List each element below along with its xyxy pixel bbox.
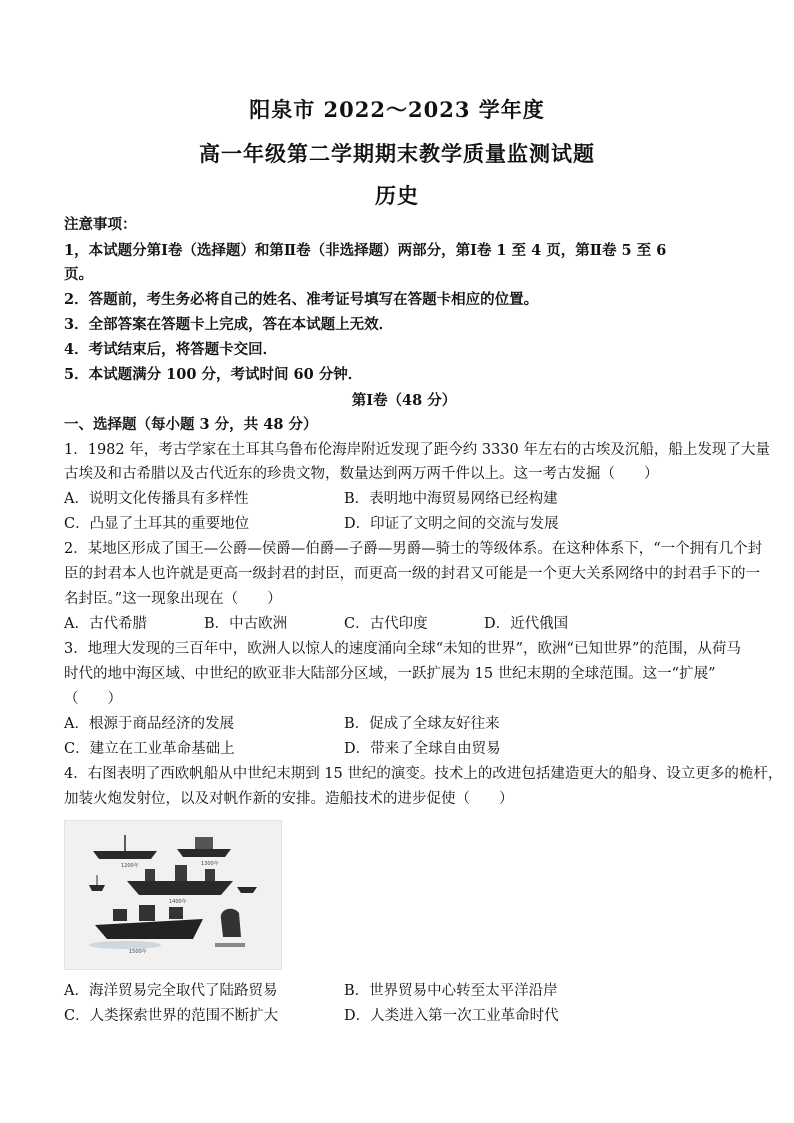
question-4-option-a: A．海洋贸易完全取代了陆路贸易 (64, 983, 278, 999)
question-1-option-d: D．印证了文明之间的交流与发展 (344, 516, 559, 532)
notice-item: 页。 (64, 266, 93, 283)
notice-item: 3．全部答案在答题卡上完成，答在本试题上无效． (64, 316, 394, 333)
question-4-option-d: D．人类进入第一次工业革命时代 (344, 1008, 559, 1024)
question-2-option-d: D．近代俄国 (484, 616, 569, 632)
question-4-option-c: C．人类探索世界的范围不断扩大 (64, 1008, 279, 1024)
question-4-option-b: B．世界贸易中心转至太平洋沿岸 (344, 983, 558, 999)
question-3-option-d: D．带来了全球自由贸易 (344, 741, 501, 757)
notice-item: 4．考试结束后，将答题卡交回． (64, 341, 278, 358)
question-2-line: 2．某地区形成了国王—公爵—侯爵—伯爵—子爵—男爵—骑士的等级体系。在这种体系下，“一个拥有几个封 (64, 541, 763, 557)
notice-heading: 注意事项： (64, 216, 137, 233)
question-2-option-a: A．古代希腊 (64, 616, 147, 632)
figure-label-1200: 1200年 (121, 863, 139, 869)
figure-label-1400: 1400年 (169, 899, 187, 905)
question-1-option-c: C．凸显了土耳其的重要地位 (64, 516, 250, 532)
question-3-option-c: C．建立在工业革命基础上 (64, 741, 235, 757)
question-3-line: 时代的地中海区域、中世纪的欧亚非大陆部分区域，一跃扩展为 15 世纪末期的全球范围。这一“扩展” (64, 666, 716, 682)
part-heading: 一、选择题（每小题 3 分，共 48 分） (64, 416, 318, 433)
question-1-option-b: B．表明地中海贸易网络已经构建 (344, 491, 558, 507)
section-title: 第Ⅰ卷（48 分） (351, 392, 457, 409)
sailing-ships-figure (64, 820, 282, 970)
figure-label-1500: 1500年 (129, 949, 147, 955)
exam-title-line1: 阳泉市 2022～2023 学年度 (249, 97, 545, 122)
question-2-line: 名封臣。”这一现象出现在（ ） (64, 591, 282, 607)
question-2-option-c: C．古代印度 (344, 616, 428, 632)
question-3-option-b: B．促成了全球友好往来 (344, 716, 500, 732)
question-2-option-b: B．中古欧洲 (204, 616, 288, 632)
notice-item: 2．答题前，考生务必将自己的姓名、准考证号填写在答题卡相应的位置。 (64, 291, 539, 308)
question-1-line: 古埃及和古希腊以及古代近东的珍贵文物，数量达到两万两千件以上。这一考古发掘（ ） (64, 466, 659, 482)
question-1-option-a: A．说明文化传播具有多样性 (64, 491, 249, 507)
ship-evolution-image (65, 821, 281, 969)
question-3-line: （ ） (64, 691, 122, 707)
exam-title-line2: 高一年级第二学期期末教学质量监测试题 (199, 141, 595, 166)
question-1-line: 1．1982 年，考古学家在土耳其乌鲁布伦海岸附近发现了距今约 3330 年左右的古埃及沉船，船上发现了大量 (64, 442, 770, 458)
question-2-line: 臣的封君本人也许就是更高一级封君的封臣，而更高一级的封君又可能是一个更大关系网络中的封君手下的一 (64, 566, 760, 582)
question-4-line: 加装火炮发射位，以及对帆作新的安排。造船技术的进步促使（ ） (64, 791, 514, 807)
exam-subject: 历史 (375, 183, 419, 208)
question-3-option-a: A．根源于商品经济的发展 (64, 716, 234, 732)
question-4-line: 4．右图表明了西欧帆船从中世纪末期到 15 世纪的演变。技术上的改进包括建造更大的船身、设立更多的桅杆， (64, 766, 783, 782)
notice-item: 5．本试题满分 100 分，考试时间 60 分钟． (64, 366, 363, 383)
notice-item: 1，本试题分第Ⅰ卷（选择题）和第Ⅱ卷（非选择题）两部分，第Ⅰ卷 1 至 4 页，第Ⅱ卷 5 至 6 (64, 242, 667, 259)
figure-label-1300: 1300年 (201, 861, 219, 867)
question-3-line: 3．地理大发现的三百年中，欧洲人以惊人的速度涌向全球“未知的世界”，欧洲“已知世界”的范围，从荷马 (64, 641, 741, 657)
